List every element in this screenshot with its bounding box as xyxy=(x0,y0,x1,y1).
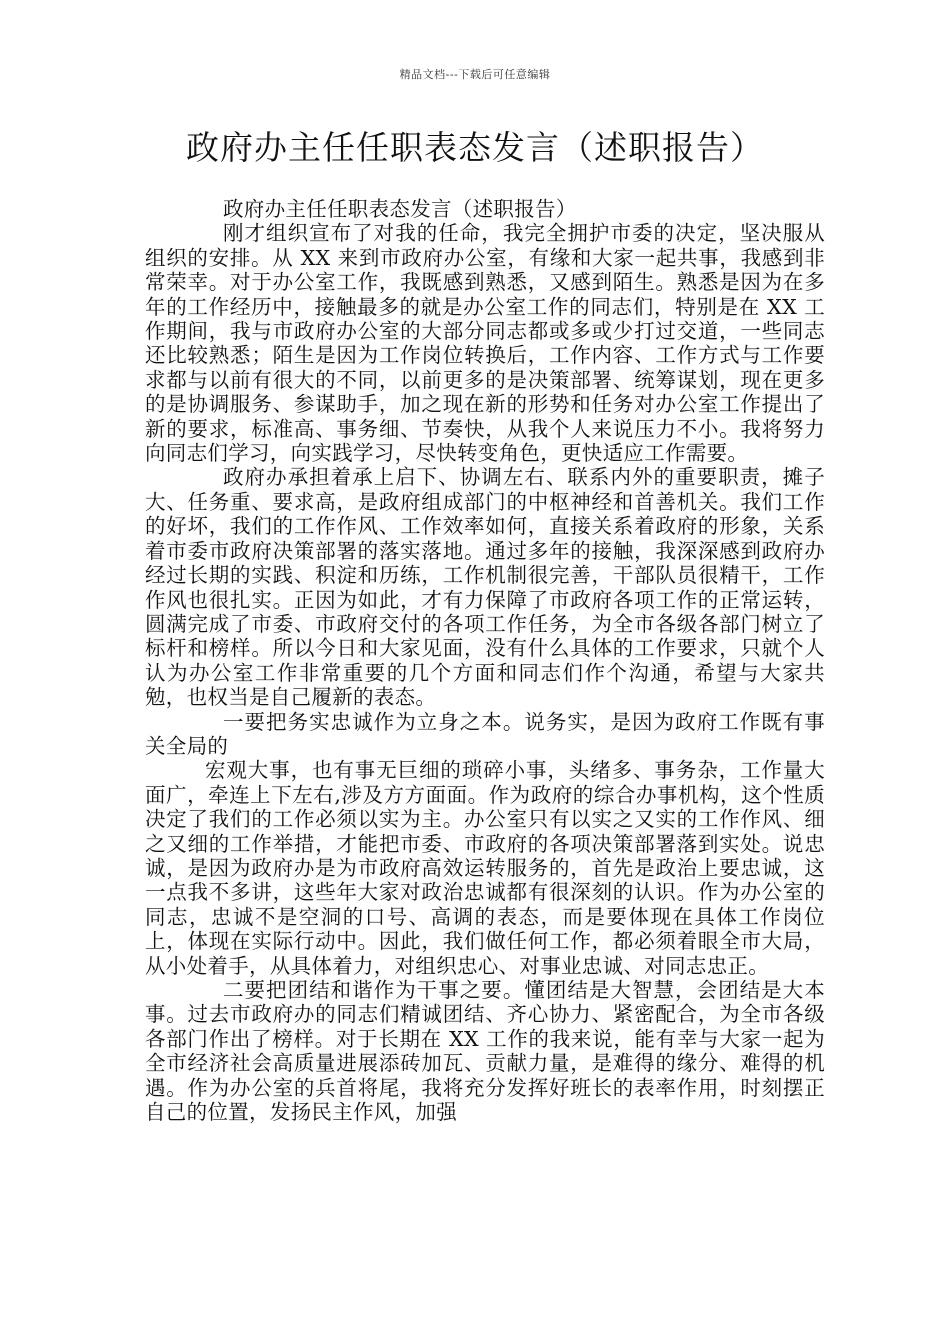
document-title: 政府办主任任职表态发言（述职报告） xyxy=(186,128,764,167)
paragraph: 一要把务实忠诚作为立身之本。说务实，是因为政府工作既有事关全局的 xyxy=(145,709,825,758)
document-body xyxy=(145,197,825,1124)
paragraph: 政府办承担着承上启下、协调左右、联系内外的重要职责，摊子大、任务重、要求高，是政府组成部门的中枢神经和首善机关。我们工作的好坏，我们的工作作风、工作效率如何，直接关系着政府的形象，关系着市委市政府决策部署的落实落地。通过多年的接触，我深深感到政府办经过长期的实践、积淀和历练，工作机制很完善，干部队员很精干，工作作风也很扎实。正因为如此，才有力保障了市政府各项工作的正常运转，圆满完成了市委、市政府交付的各项工作任务，为全市各级各部门树立了标杆和榜样。所以今日和大家见面，没有什么具体的工作要求，只就个人认为办公室工作非常重要的几个方面和同志们作个沟通，希望与大家共勉，也权当是自己履新的表态。 xyxy=(145,465,825,710)
paragraph: 刚才组织宣布了对我的任命，我完全拥护市委的决定，坚决服从组织的安排。从 XX 来到市政府办公室，有缘和大家一起共事，我感到非常荣幸。对于办公室工作，我既感到熟悉，又感到陌生。熟悉是因为在多年的工作经历中，接触最多的就是办公室工作的同志们，特别是在 XX 工作期间，我与市政府办公室的大部分同志都或多或少打过交道，一些同志还比较熟悉；陌生是因为工作岗位转换后，工作内容、工作方式与工作要求都与以前有很大的不同，以前更多的是决策部署、统筹谋划，现在更多的是协调服务、参谋助手，加之现在新的形势和任务对办公室工作提出了新的要求，标准高、事务细、节奏快，从我个人来说压力不小。我将努力向同志们学习，向实践学习，尽快转变角色，更快适应工作需要。 xyxy=(145,221,825,466)
header-note: 精品文档---下载后可任意编辑 xyxy=(399,68,551,81)
paragraph: 二要把团结和谐作为干事之要。懂团结是大智慧，会团结是大本事。过去市政府办的同志们精诚团结、齐心协力、紧密配合，为全市各级各部门作出了榜样。对于长期在 XX 工作的我来说，能有幸与大家一起为全市经济社会高质量进展添砖加瓦、贡献力量，是难得的缘分、难得的机遇。作为办公室的兵首将尾，我将充分发挥好班长的表率作用，时刻摆正自己的位置，发扬民主作风，加强 xyxy=(145,978,825,1125)
paragraph: 宏观大事，也有事无巨细的琐碎小事，头绪多、事务杂，工作量大面广，牵连上下左右,涉及方方面面。作为政府的综合办事机构，这个性质决定了我们的工作必须以实为主。办公室只有以实之又实的工作作风、细之又细的工作举措，才能把市委、市政府的各项决策部署落到实处。说忠诚，是因为政府办是为市政府高效运转服务的，首先是政治上要忠诚，这一点我不多讲，这些年大家对政治忠诚都有很深刻的认识。作为办公室的同志，忠诚不是空洞的口号、高调的表态，而是要体现在具体工作岗位上，体现在实际行动中。因此，我们做任何工作，都必须着眼全市大局，从小处着手，从具体着力，对组织忠心、对事业忠诚、对同志忠正。 xyxy=(145,758,825,978)
body-subtitle: 政府办主任任职表态发言（述职报告） xyxy=(223,197,577,221)
